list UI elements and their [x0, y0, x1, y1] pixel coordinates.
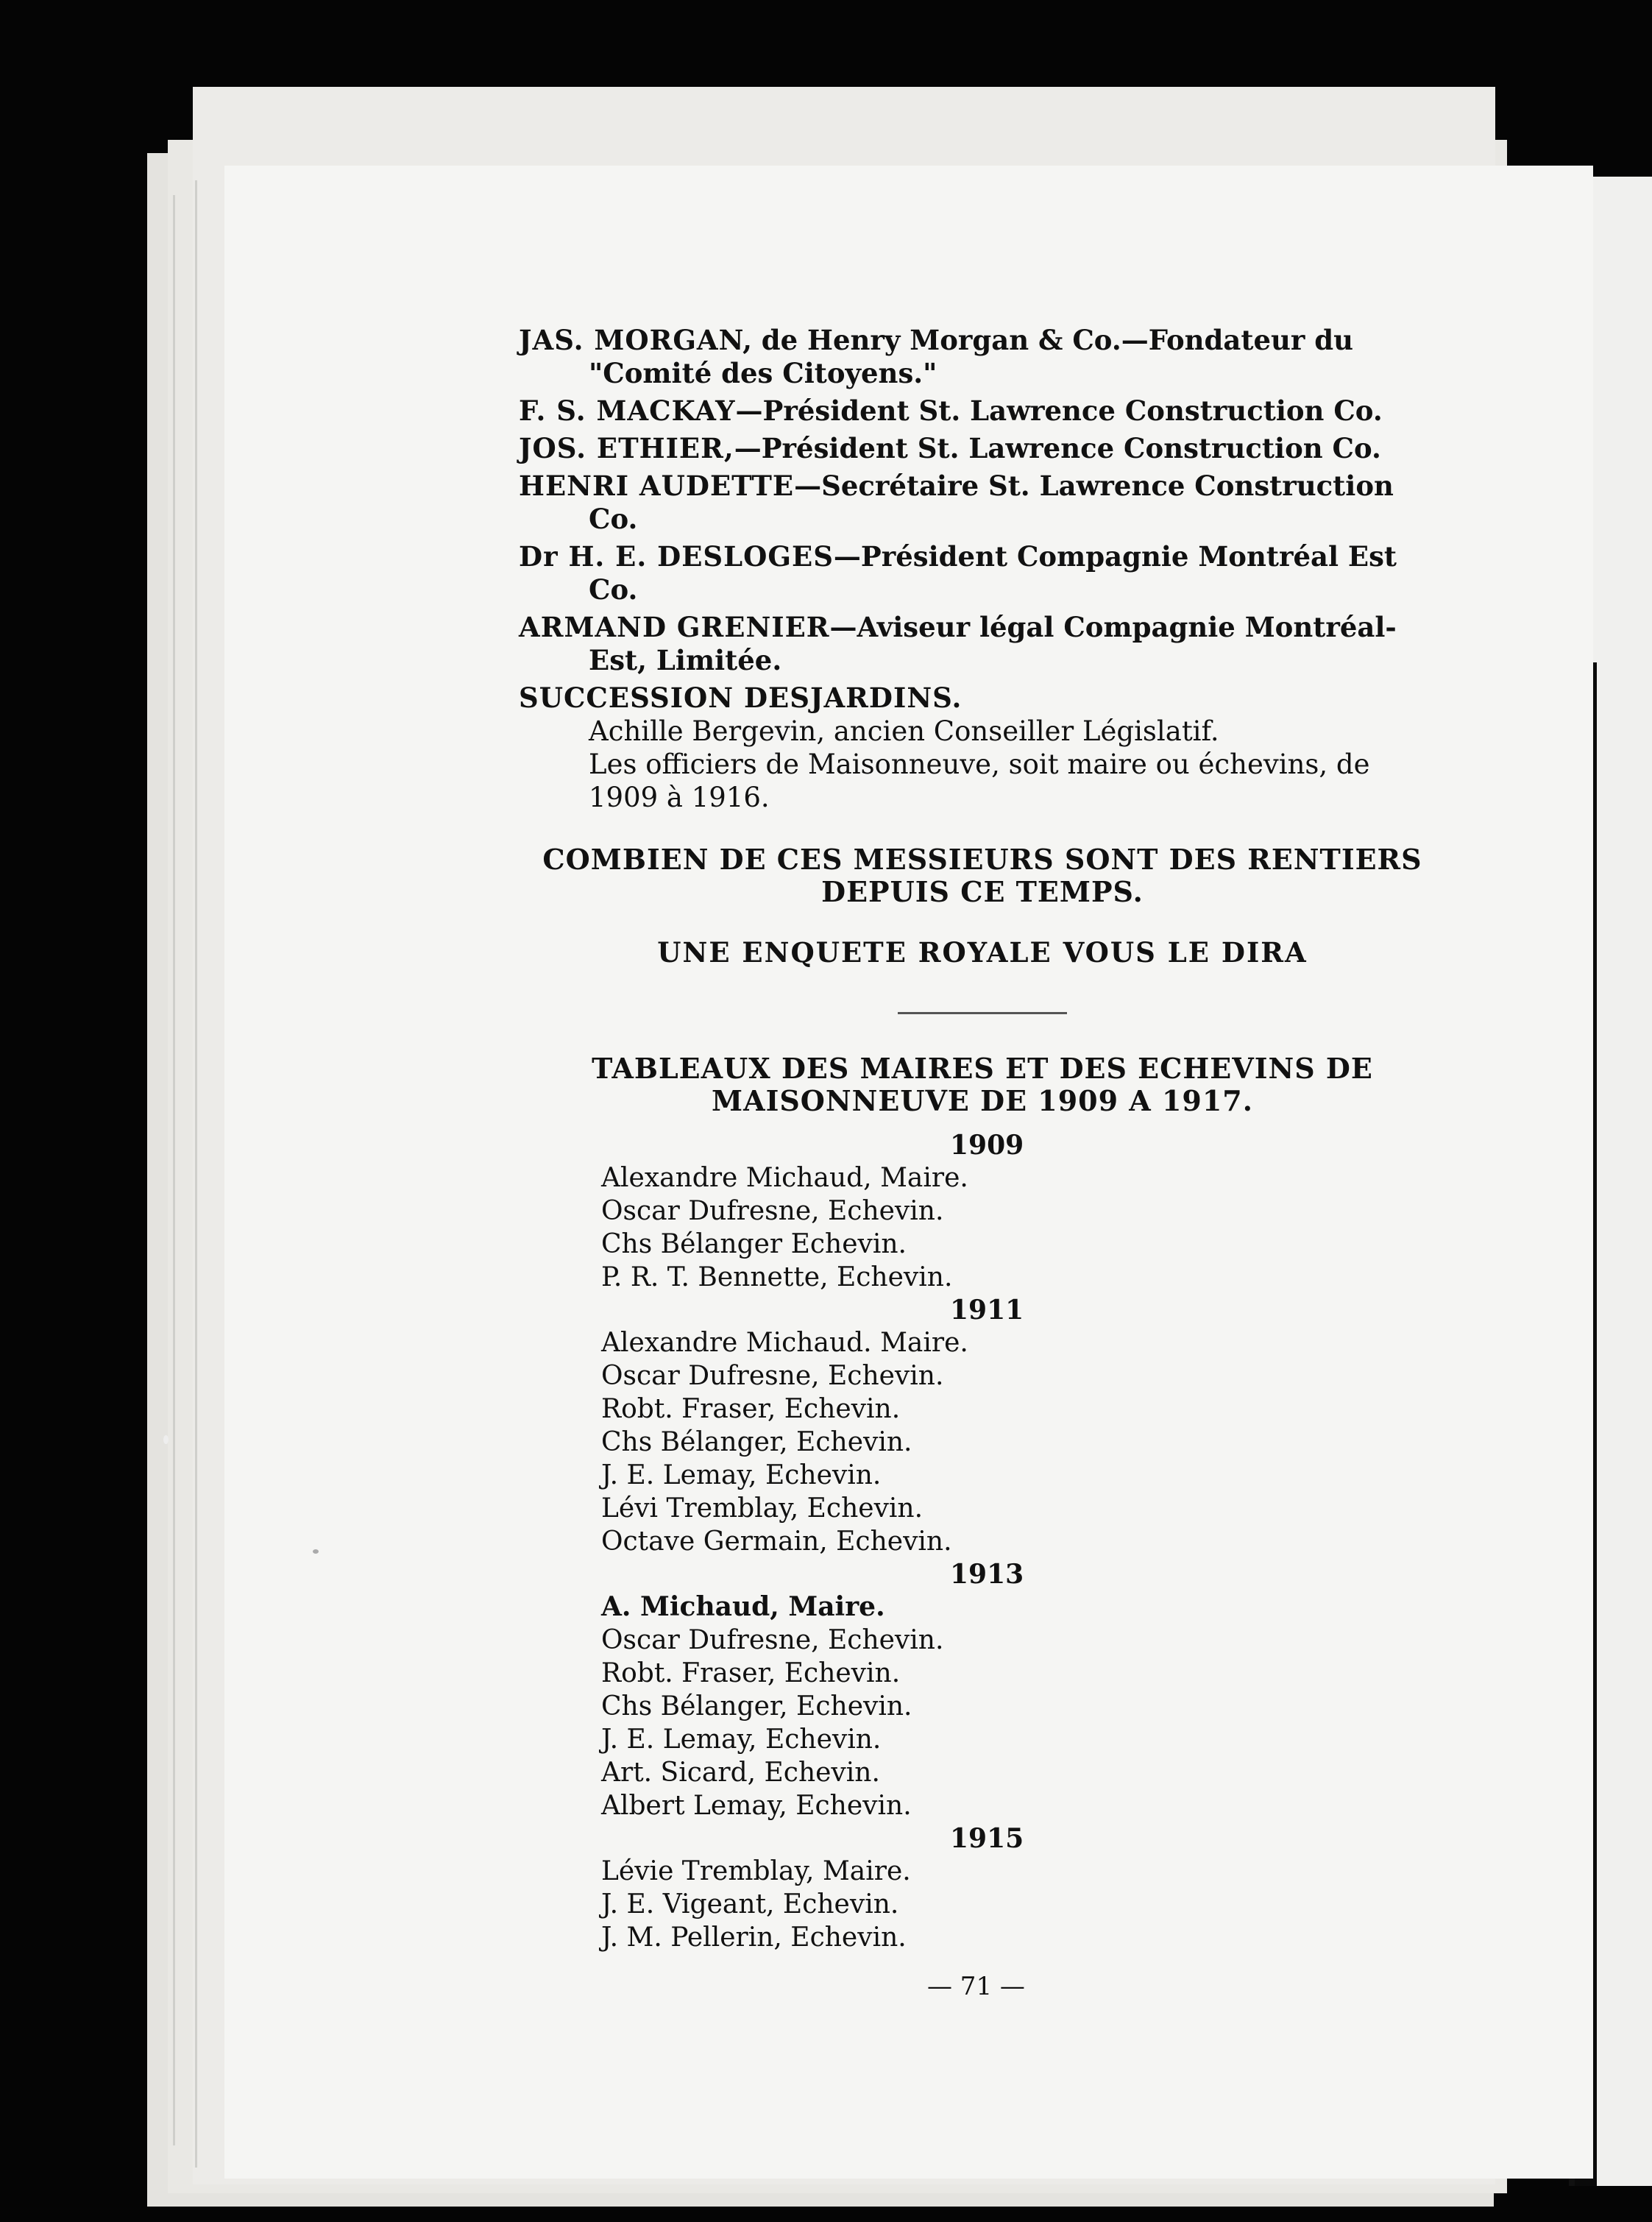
- entry-ethier: [519, 432, 1446, 465]
- list-item: Oscar Dufresne, Echevin.: [601, 1361, 944, 1391]
- list-item: Robt. Fraser, Echevin.: [601, 1394, 901, 1424]
- list-item: Chs Bélanger Echevin.: [601, 1229, 907, 1259]
- list-item: J. E. Lemay, Echevin.: [601, 1460, 882, 1490]
- names-list: [519, 1326, 1446, 1558]
- entry-desc: —Président St. Lawrence Construction Co.: [735, 394, 1383, 427]
- combien-heading: COMBIEN DE CES MESSIEURS SONT DES RENTIERS DEPUIS CE TEMPS.: [542, 843, 1422, 908]
- list-item: Chs Bélanger, Echevin.: [601, 1691, 912, 1722]
- list-item: Alexandre Michaud. Maire.: [601, 1328, 968, 1358]
- speck: [163, 1435, 169, 1444]
- year-heading: 1915: [950, 1823, 1024, 1854]
- sub-line-officiers: Les officiers de Maisonneuve, soit maire ou échevins, de 1909 à 1916.: [589, 749, 1370, 813]
- year-heading: 1909: [950, 1130, 1024, 1161]
- entry-desc: de Henry Morgan & Co.—Fondateur du "Comité des Citoyens.": [589, 324, 1354, 389]
- list-item: Alexandre Michaud, Maire.: [601, 1163, 968, 1193]
- list-item: Oscar Dufresne, Echevin.: [601, 1625, 944, 1655]
- list-item: Lévi Tremblay, Echevin.: [601, 1493, 924, 1524]
- list-item: Octave Germain, Echevin.: [601, 1526, 952, 1557]
- page-edge-line: [173, 195, 175, 2145]
- entry-desc: —Président Compagnie Montréal Est Co.: [589, 540, 1397, 606]
- names-list: [519, 1591, 1446, 1822]
- entry-grenier: [519, 611, 1446, 677]
- page-edge-line: [195, 180, 197, 2168]
- list-item: Oscar Dufresne, Echevin.: [601, 1196, 944, 1226]
- entry-desloges: [519, 540, 1446, 606]
- entry-desc: —Aviseur légal Compagnie Montréal-Est, Limitée.: [589, 611, 1397, 676]
- entry-name: Dr H. E. DESLOGES: [519, 540, 834, 573]
- entry-mackay: [519, 394, 1446, 428]
- list-item: Albert Lemay, Echevin.: [601, 1791, 912, 1821]
- list-item: Chs Bélanger, Echevin.: [601, 1427, 912, 1457]
- list-item: J. E. Lemay, Echevin.: [601, 1724, 882, 1755]
- enquete-heading: UNE ENQUETE ROYALE VOUS LE DIRA: [657, 936, 1308, 969]
- list-item: A. Michaud, Maire.: [601, 1591, 885, 1622]
- entry-desc: —Secrétaire St. Lawrence Construction Co.: [589, 470, 1394, 535]
- entry-name: JOS. ETHIER,: [519, 432, 734, 464]
- entry-name: JAS. MORGAN,: [519, 324, 753, 356]
- list-item: Lévie Tremblay, Maire.: [601, 1856, 911, 1886]
- page-content: [519, 324, 1446, 2003]
- names-list: [519, 1161, 1446, 1294]
- entry-morgan: [519, 324, 1446, 390]
- speck: [313, 1549, 319, 1554]
- page-number: — 71 —: [927, 1972, 1025, 2001]
- list-item: J. M. Pellerin, Echevin.: [601, 1922, 907, 1953]
- list-item: P. R. T. Bennette, Echevin.: [601, 1262, 953, 1292]
- section-divider: [898, 1012, 1067, 1014]
- entry-name: F. S. MACKAY: [519, 394, 736, 427]
- entry-audette: [519, 470, 1446, 536]
- list-item: Art. Sicard, Echevin.: [601, 1758, 880, 1788]
- tableaux-title: TABLEAUX DES MAIRES ET DES ECHEVINS DE MAISONNEUVE DE 1909 A 1917.: [592, 1052, 1373, 1117]
- facing-page-edge: [1589, 177, 1652, 2186]
- entry-name: ARMAND GRENIER: [519, 611, 830, 643]
- names-list: [519, 1855, 1446, 1954]
- entry-desjardins: [519, 682, 1446, 715]
- entry-desc: —Président St. Lawrence Construction Co.: [734, 432, 1381, 464]
- sub-line-bergevin: Achille Bergevin, ancien Conseiller Législatif.: [589, 715, 1219, 747]
- list-item: J. E. Vigeant, Echevin.: [601, 1889, 899, 1920]
- entry-name: HENRI AUDETTE: [519, 470, 795, 502]
- entry-name: SUCCESSION DESJARDINS.: [519, 682, 963, 714]
- list-item: Robt. Fraser, Echevin.: [601, 1658, 901, 1688]
- year-heading: 1911: [950, 1295, 1024, 1326]
- year-heading: 1913: [950, 1559, 1024, 1590]
